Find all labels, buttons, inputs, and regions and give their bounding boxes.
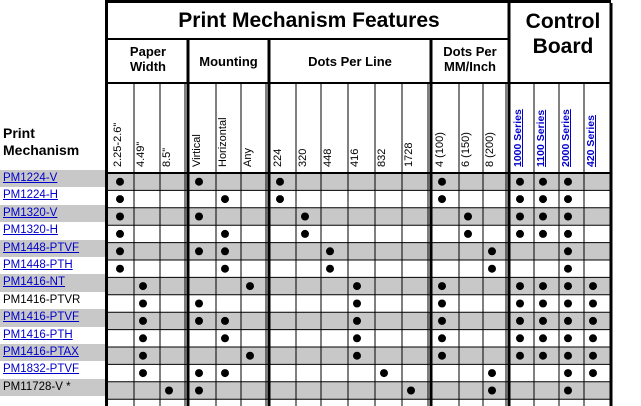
feature-dot <box>116 178 124 186</box>
feature-dot <box>139 300 147 308</box>
feature-dot <box>195 369 203 377</box>
row-label <box>0 379 105 396</box>
feature-dot <box>564 265 572 273</box>
feature-dot <box>539 195 547 203</box>
feature-dot <box>516 317 524 325</box>
column-label: Horizontal <box>217 117 229 167</box>
feature-dot <box>353 317 361 325</box>
feature-dot <box>488 265 496 273</box>
feature-dot <box>438 317 446 325</box>
feature-dot <box>589 352 597 360</box>
row-label <box>0 257 105 274</box>
feature-dot <box>301 213 309 221</box>
column-label: Any <box>242 148 254 167</box>
print-mechanism-features-title: Print Mechanism Features <box>178 9 440 32</box>
feature-dot <box>589 369 597 377</box>
control-title-word: Board <box>532 35 594 58</box>
feature-dot <box>326 265 334 273</box>
column-label: 448 <box>322 148 334 167</box>
mechanism-name: PM11728-V * <box>3 380 71 393</box>
mechanism-link[interactable]: PM1224-V <box>3 172 58 184</box>
feature-dot <box>353 334 361 342</box>
control-series-link[interactable]: 2000 Series <box>560 109 572 167</box>
row-label <box>0 170 105 187</box>
feature-dot <box>221 265 229 273</box>
feature-dot <box>116 247 124 255</box>
feature-dot <box>139 352 147 360</box>
feature-dot <box>116 265 124 273</box>
mechanism-link[interactable]: PM1416-PTH <box>3 328 73 341</box>
feature-dot <box>539 300 547 308</box>
row-label <box>0 344 105 361</box>
feature-dot <box>464 230 472 238</box>
feature-dot <box>221 195 229 203</box>
control-series-link[interactable]: 420 Series <box>585 115 597 167</box>
feature-dot <box>564 178 572 186</box>
feature-dot <box>539 230 547 238</box>
feature-dot <box>589 334 597 342</box>
feature-dot <box>221 334 229 342</box>
feature-dot <box>539 213 547 221</box>
column-label: 8.5" <box>161 147 173 167</box>
feature-dot <box>139 334 147 342</box>
group-title: Dots Per Line <box>308 54 392 69</box>
mechanism-link[interactable]: PM1448-PTVF <box>3 241 80 254</box>
column-label: 8 (200) <box>484 132 496 167</box>
column-label: 832 <box>376 148 388 167</box>
feature-dot <box>564 213 572 221</box>
feature-dot <box>165 387 173 395</box>
mechanism-link[interactable]: PM1224-H <box>3 189 58 202</box>
feature-grid <box>105 0 611 406</box>
column-label: 4.49" <box>135 141 147 167</box>
feature-dot <box>564 247 572 255</box>
feature-dot <box>516 282 524 290</box>
row-label <box>0 222 105 239</box>
feature-dot <box>564 195 572 203</box>
feature-dot <box>221 317 229 325</box>
feature-dot <box>488 387 496 395</box>
column-label: 1728 <box>403 142 415 167</box>
feature-dot <box>195 317 203 325</box>
feature-dot <box>564 369 572 377</box>
control-series-link[interactable]: 1000 Series <box>512 109 524 167</box>
feature-dot <box>516 334 524 342</box>
feature-dot <box>116 230 124 238</box>
feature-dot <box>516 195 524 203</box>
feature-dot <box>353 282 361 290</box>
feature-dot <box>539 334 547 342</box>
feature-dot <box>564 317 572 325</box>
row-label <box>0 240 105 257</box>
feature-dot <box>221 369 229 377</box>
row-shade <box>108 173 611 190</box>
row-shade <box>108 382 611 399</box>
row-label <box>0 205 105 222</box>
feature-dot <box>488 247 496 255</box>
control-board-title <box>512 9 614 59</box>
feature-dot <box>195 247 203 255</box>
mechanism-link[interactable]: PM1320-H <box>3 224 58 237</box>
feature-dot <box>195 178 203 186</box>
feature-dot <box>353 352 361 360</box>
feature-dot <box>407 387 415 395</box>
feature-dot <box>539 282 547 290</box>
feature-dot <box>301 230 309 238</box>
feature-dot <box>380 369 388 377</box>
feature-dot <box>516 230 524 238</box>
row-header-label: Print Mechanism <box>3 125 80 158</box>
row-shade <box>108 208 611 225</box>
feature-dot <box>276 178 284 186</box>
row-label <box>0 274 105 291</box>
feature-dot <box>139 317 147 325</box>
group-title: Paper Width <box>129 44 167 74</box>
column-label: Virtical <box>191 134 203 167</box>
feature-dot <box>589 300 597 308</box>
feature-dot <box>246 282 254 290</box>
feature-dot <box>539 178 547 186</box>
column-label: 416 <box>349 148 361 167</box>
mechanism-name: PM1416-PTVR <box>3 293 81 306</box>
feature-dot <box>516 352 524 360</box>
feature-dot <box>139 282 147 290</box>
feature-dot <box>116 213 124 221</box>
feature-dot <box>438 282 446 290</box>
feature-dot <box>539 352 547 360</box>
feature-dot <box>438 352 446 360</box>
feature-dot <box>246 352 254 360</box>
feature-dot <box>221 230 229 238</box>
row-label <box>0 309 105 326</box>
feature-dot <box>564 300 572 308</box>
feature-dot <box>464 213 472 221</box>
group-title: Dots Per MM/Inch <box>443 44 497 74</box>
control-series-link[interactable]: 1100 Series <box>535 109 547 167</box>
feature-dot <box>438 195 446 203</box>
feature-dot <box>195 387 203 395</box>
mechanism-link[interactable]: PM1416-PTVF <box>3 311 80 324</box>
column-label: 2.25-2.6" <box>112 122 124 167</box>
feature-dot <box>353 300 361 308</box>
row-shade <box>108 243 611 260</box>
column-label: 320 <box>297 148 309 167</box>
feature-dot <box>195 213 203 221</box>
feature-dot <box>276 195 284 203</box>
feature-dot <box>516 178 524 186</box>
row-label <box>0 361 105 378</box>
feature-dot <box>516 300 524 308</box>
feature-dot <box>139 369 147 377</box>
row-label <box>0 327 105 344</box>
mechanism-link[interactable]: PM1448-PTH <box>3 259 73 271</box>
feature-dot <box>564 387 572 395</box>
feature-dot <box>564 334 572 342</box>
feature-dot <box>326 247 334 255</box>
feature-dot <box>564 352 572 360</box>
feature-dot <box>564 230 572 238</box>
mechanism-link[interactable]: PM1320-V <box>3 206 58 219</box>
feature-dot <box>438 334 446 342</box>
group-title: Mounting <box>199 54 258 69</box>
feature-dot <box>195 300 203 308</box>
column-label: 224 <box>272 148 284 167</box>
row-label <box>0 187 105 204</box>
feature-dot <box>589 317 597 325</box>
feature-dot <box>589 282 597 290</box>
mechanism-link[interactable]: PM1416-PTAX <box>3 346 79 358</box>
feature-dot <box>564 282 572 290</box>
feature-dot <box>221 247 229 255</box>
feature-dot <box>516 213 524 221</box>
feature-dot <box>539 317 547 325</box>
row-label <box>0 292 105 309</box>
feature-dot <box>488 369 496 377</box>
column-label: 4 (100) <box>434 132 446 167</box>
mechanism-link[interactable]: PM1416-NT <box>3 276 65 289</box>
feature-dot <box>438 178 446 186</box>
control-title-word: Control <box>525 10 601 33</box>
column-label: 6 (150) <box>460 132 472 167</box>
feature-dot <box>438 300 446 308</box>
mechanism-link[interactable]: PM1832-PTVF <box>3 363 80 376</box>
feature-dot <box>116 195 124 203</box>
